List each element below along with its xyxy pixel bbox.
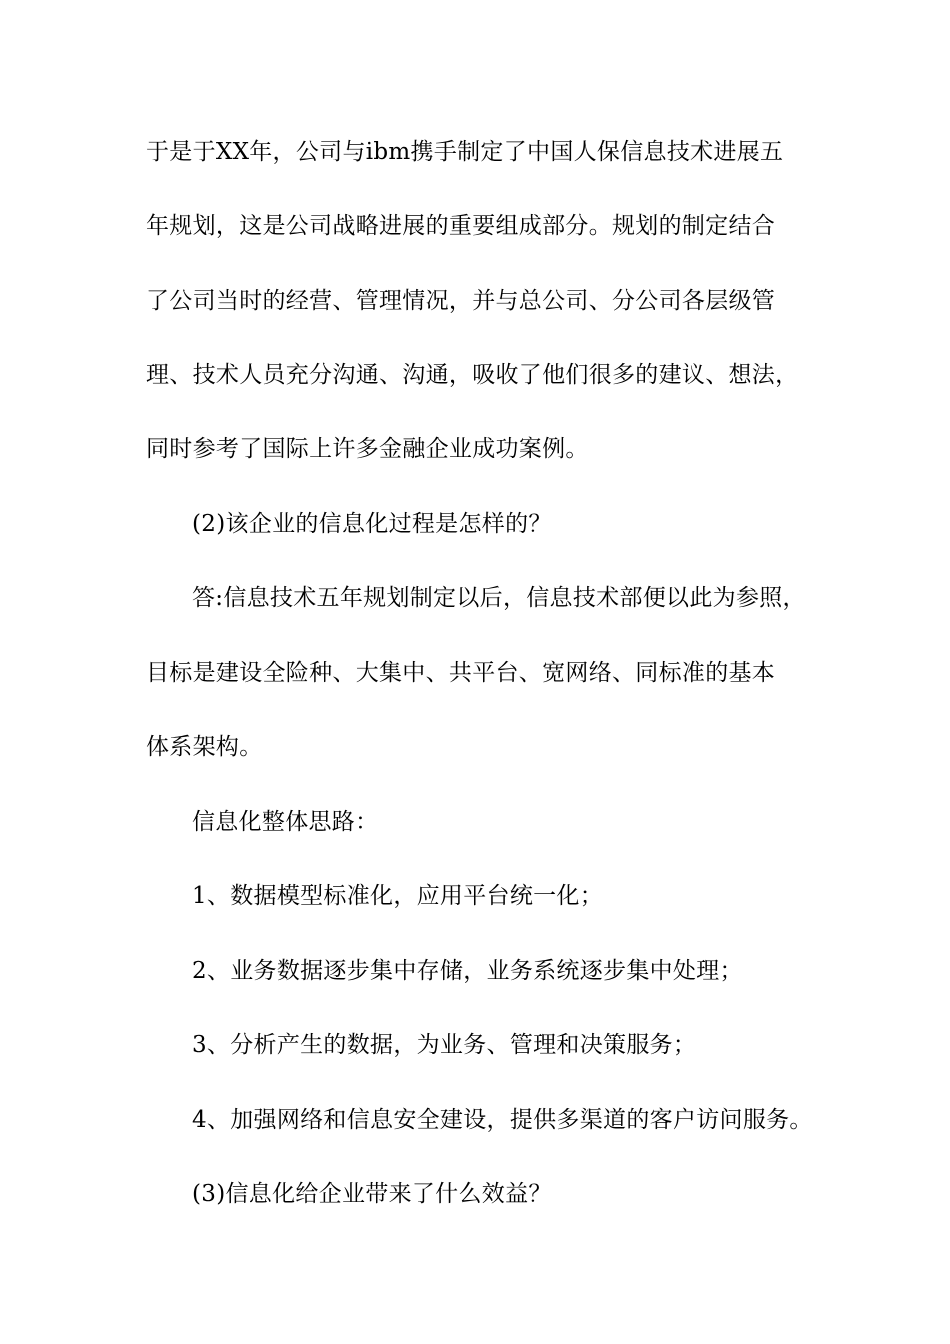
list-item-4: 4、加强网络和信息安全建设，提供多渠道的客户访问服务。 bbox=[192, 1107, 813, 1133]
paragraph-line-4: 理、技术人员充分沟通、沟通，吸收了他们很多的建议、想法， bbox=[146, 362, 799, 388]
paragraph-line-5: 同时参考了国际上许多金融企业成功案例。 bbox=[146, 436, 589, 462]
list-item-1: 1、数据模型标准化，应用平台统一化； bbox=[192, 883, 604, 909]
answer-line-1: 答:信息技术五年规划制定以后，信息技术部便以此为参照， bbox=[192, 585, 806, 611]
paragraph-line-3: 了公司当时的经营、管理情况，并与总公司、分公司各层级管 bbox=[146, 288, 776, 314]
overall-approach-heading: 信息化整体思路： bbox=[192, 809, 379, 835]
answer-line-3: 体系架构。 bbox=[146, 734, 263, 760]
list-item-2: 2、业务数据逐步集中存储，业务系统逐步集中处理； bbox=[192, 958, 743, 984]
answer-line-2: 目标是建设全险种、大集中、共平台、宽网络、同标准的基本 bbox=[146, 660, 776, 686]
question-2-heading: (2)该企业的信息化过程是怎样的？ bbox=[192, 511, 552, 537]
paragraph-line-2: 年规划，这是公司战略进展的重要组成部分。规划的制定结合 bbox=[146, 213, 776, 239]
list-item-3: 3、分析产生的数据，为业务、管理和决策服务； bbox=[192, 1032, 697, 1058]
paragraph-line-1: 于是于XX年，公司与ibm携手制定了中国人保信息技术进展五 bbox=[146, 139, 784, 165]
question-3-heading: (3)信息化给企业带来了什么效益？ bbox=[192, 1181, 552, 1207]
